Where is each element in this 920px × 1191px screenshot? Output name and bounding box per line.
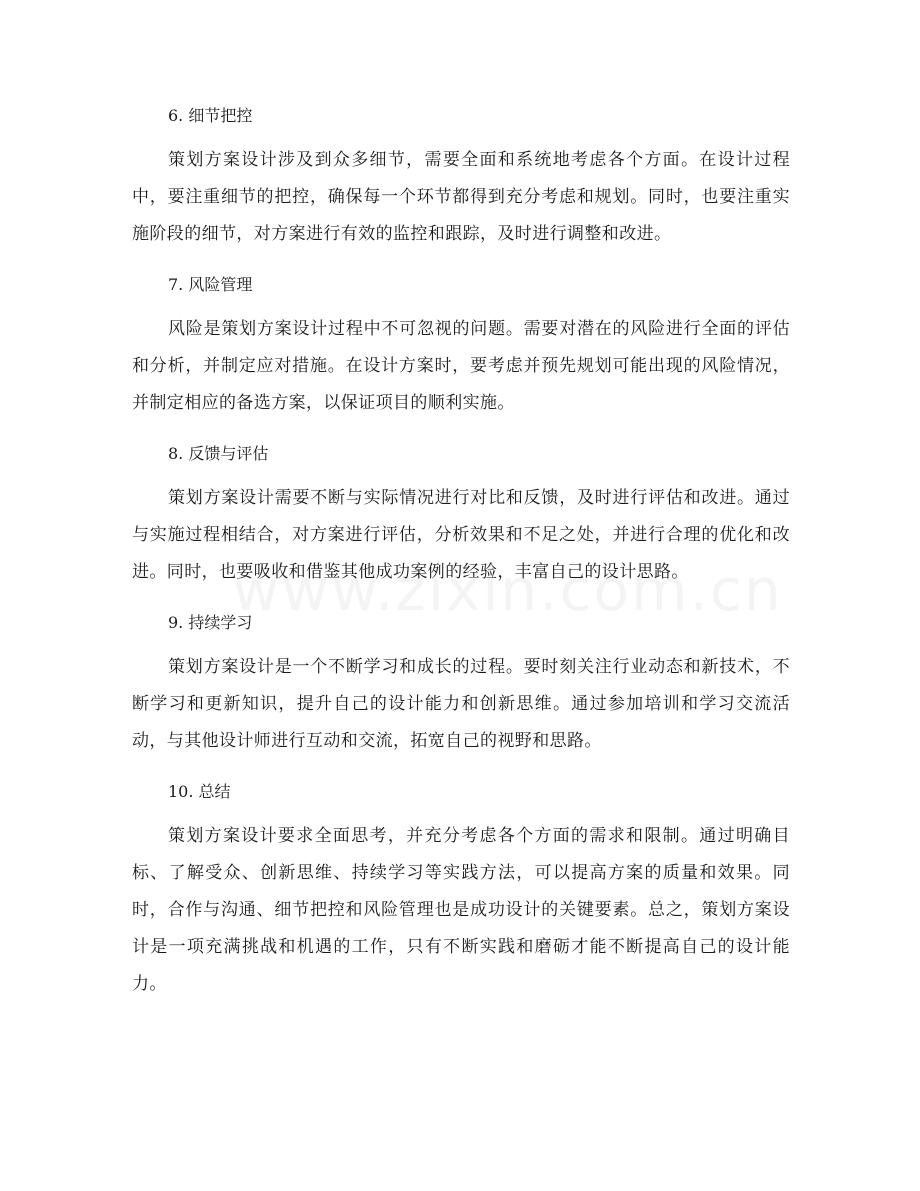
section-paragraph: 策划方案设计是一个不断学习和成长的过程。要时刻关注行业动态和新技术，不断学习和更新知识，提升自己的设计能力和创新思维。通过参加培训和学习交流活动，与其他设计师进行互动和交流，拓宽自己的视野和思路。 <box>132 657 790 751</box>
section-risk-management <box>132 273 790 422</box>
section-summary <box>132 780 790 1003</box>
section-continuous-learning <box>132 611 790 760</box>
section-detail-control <box>132 104 790 253</box>
section-heading: 9. 持续学习 <box>168 613 253 632</box>
document-page <box>132 104 790 1023</box>
section-feedback-evaluation <box>132 442 790 591</box>
section-heading: 6. 细节把控 <box>168 106 253 125</box>
section-heading: 7. 风险管理 <box>168 275 253 294</box>
section-heading: 10. 总结 <box>168 782 231 801</box>
section-paragraph: 策划方案设计要求全面思考，并充分考虑各个方面的需求和限制。通过明确目标、了解受众、创新思维、持续学习等实践方法，可以提高方案的质量和效果。同时，合作与沟通、细节把控和风险管理也是成功设计的关键要素。总之，策划方案设计是一项充满挑战和机遇的工作，只有不断实践和磨砺才能不断提高自己的设计能力。 <box>132 826 790 994</box>
section-heading: 8. 反馈与评估 <box>168 444 269 463</box>
section-paragraph: 风险是策划方案设计过程中不可忽视的问题。需要对潜在的风险进行全面的评估和分析，并制定应对措施。在设计方案时，要考虑并预先规划可能出现的风险情况，并制定相应的备选方案，以保证项目的顺利实施。 <box>132 319 790 413</box>
section-paragraph: 策划方案设计涉及到众多细节，需要全面和系统地考虑各个方面。在设计过程中，要注重细节的把控，确保每一个环节都得到充分考虑和规划。同时，也要注重实施阶段的细节，对方案进行有效的监控和跟踪，及时进行调整和改进。 <box>132 150 790 244</box>
section-paragraph: 策划方案设计需要不断与实际情况进行对比和反馈，及时进行评估和改进。通过与实施过程相结合，对方案进行评估，分析效果和不足之处，并进行合理的优化和改进。同时，也要吸收和借鉴其他成功案例的经验，丰富自己的设计思路。 <box>132 488 790 582</box>
